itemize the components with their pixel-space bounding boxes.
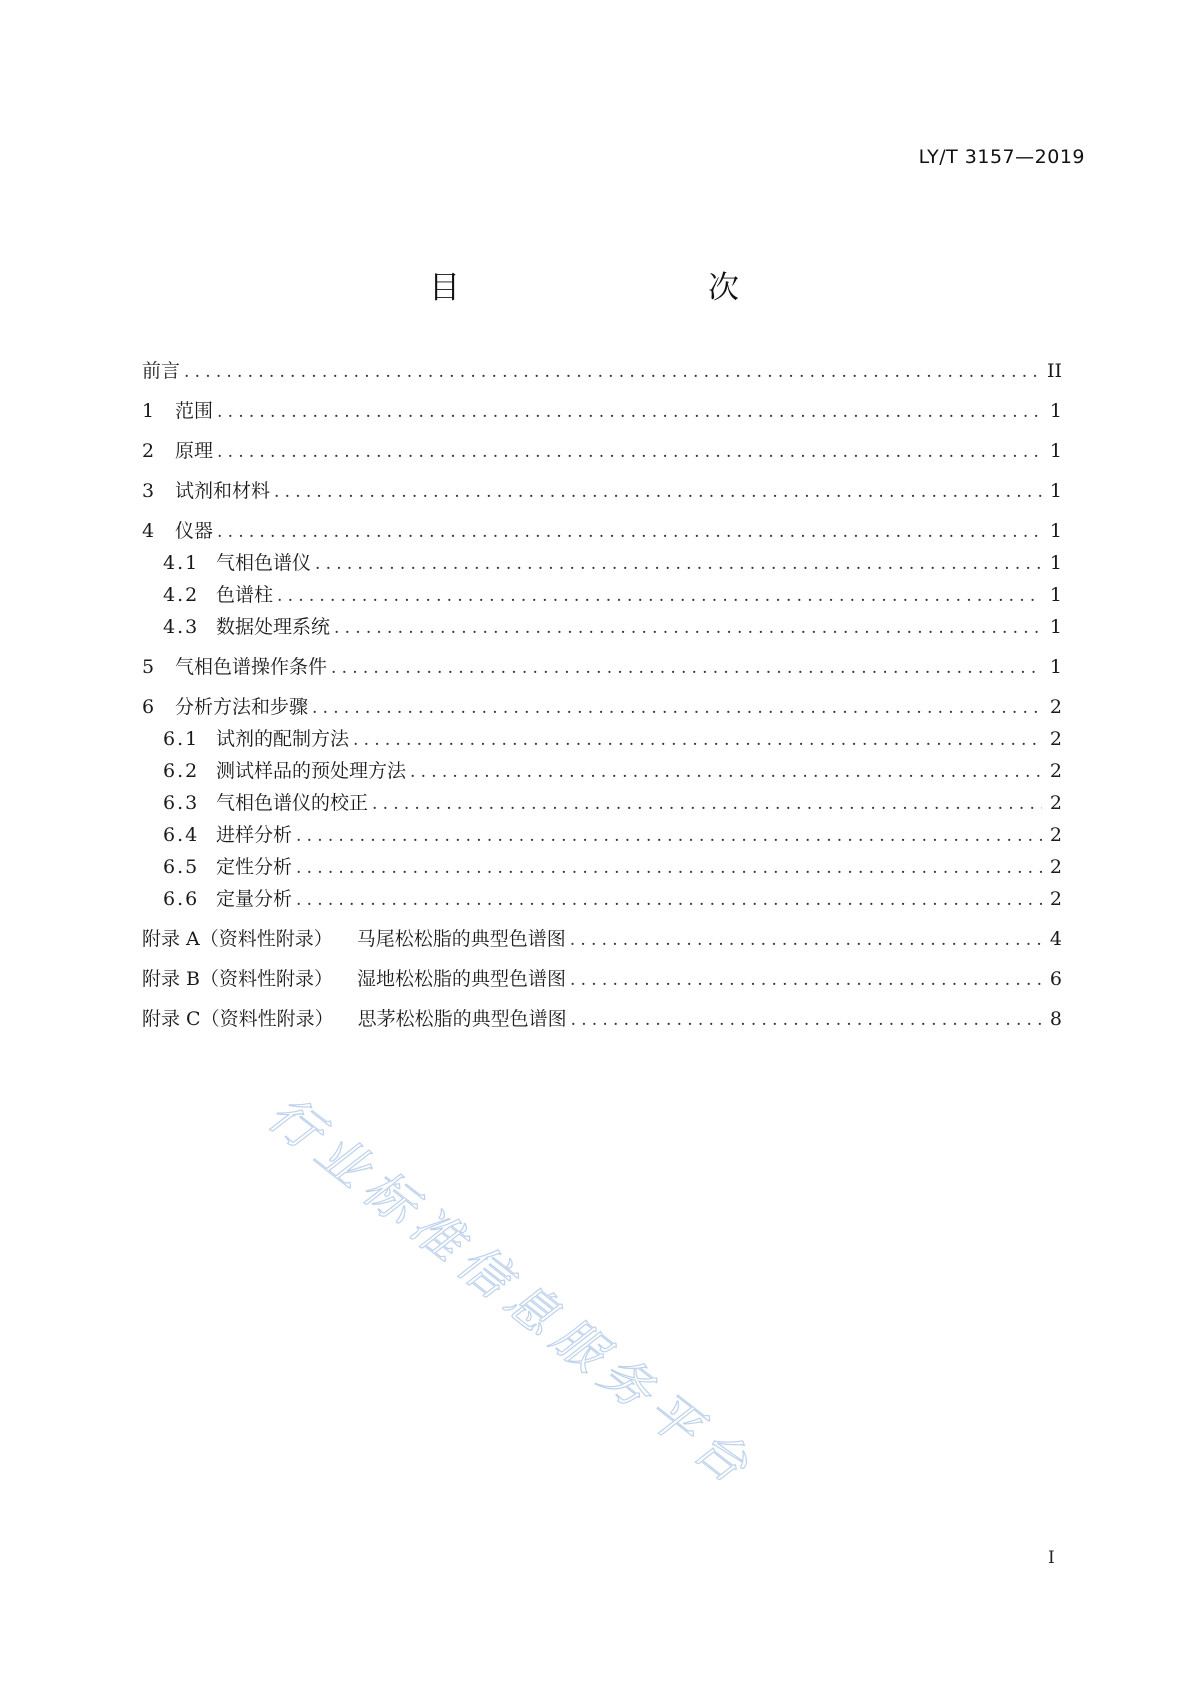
toc-leader-dots [372,790,1042,818]
toc-entry[interactable] [142,653,1062,682]
toc-entry[interactable] [142,397,1062,426]
toc-leader-dots [410,758,1042,786]
toc-entry[interactable] [142,437,1062,466]
toc-entry-title: 范围 [175,400,214,422]
toc-entry-number: 6.5 [163,856,200,878]
toc-entry-number: 3 [142,480,155,502]
toc-subentry[interactable] [142,549,1062,578]
toc-subentry[interactable] [142,757,1062,786]
toc-entry-number: 4 [142,520,155,542]
toc-entry[interactable] [142,1005,1062,1034]
toc-entry-number: 6 [142,696,155,718]
toc-subentry[interactable] [142,821,1062,850]
toc-leader-dots [331,654,1042,682]
page-number: I [1048,1548,1055,1568]
toc-entry-title: 气相色谱仪的校正 [216,792,369,814]
toc-appendix-label: 附录 B（资料性附录） [142,968,334,990]
toc-entry[interactable] [142,517,1062,546]
toc-appendix-label: 附录 C（资料性附录） [142,1008,334,1030]
toc-entry[interactable] [142,693,1062,722]
toc-leader-dots [570,926,1042,954]
toc-entry-title: 定性分析 [216,856,293,878]
toc-leader-dots [353,726,1042,754]
toc-page-number: 1 [1049,520,1062,542]
table-of-contents [142,357,1062,1034]
toc-leader-dots [277,582,1042,610]
toc-entry-title: 数据处理系统 [216,616,331,638]
toc-entry[interactable] [142,925,1062,954]
toc-page-number: 2 [1049,888,1062,910]
toc-leader-dots [217,438,1042,466]
toc-page-number: 1 [1049,480,1062,502]
toc-entry-title: 湿地松松脂的典型色谱图 [357,968,567,990]
toc-entry-title: 马尾松松脂的典型色谱图 [356,928,566,950]
toc-page-number: 2 [1049,856,1062,878]
toc-page-number: 2 [1049,760,1062,782]
page-title: 目 次 [429,270,801,306]
toc-entry-title: 色谱柱 [216,584,274,606]
toc-subentry[interactable] [142,885,1062,914]
toc-leader-dots [296,886,1042,914]
toc-entry-number: 1 [142,400,155,422]
toc-leader-dots [334,614,1042,642]
toc-entry[interactable] [142,965,1062,994]
toc-page-number: 1 [1049,440,1062,462]
toc-leader-dots [570,966,1042,994]
toc-leader-dots [274,478,1042,506]
toc-leader-dots [571,1006,1042,1034]
toc-entry-title: 气相色谱操作条件 [175,656,328,678]
toc-page-number: II [1046,360,1062,382]
toc-page-number: 4 [1049,928,1062,950]
toc-entry-number: 2 [142,440,155,462]
toc-page-number: 1 [1049,552,1062,574]
toc-subentry[interactable] [142,789,1062,818]
toc-entry-number: 5 [142,656,155,678]
watermark: 行业标准信息服务平台 [257,1084,767,1500]
toc-entry-number: 6.4 [163,824,200,846]
toc-entry-number: 6.6 [163,888,200,910]
toc-entry-title: 仪器 [175,520,214,542]
toc-leader-dots [315,550,1042,578]
toc-page-number: 1 [1049,616,1062,638]
toc-entry-number: 4.3 [163,616,200,638]
toc-entry[interactable] [142,357,1062,386]
toc-entry-number: 4.2 [163,584,200,606]
toc-entry-title: 测试样品的预处理方法 [216,760,407,782]
toc-entry-number: 6.1 [163,728,200,750]
toc-page-number: 2 [1049,792,1062,814]
toc-leader-dots [217,398,1042,426]
toc-page-number: 2 [1049,728,1062,750]
toc-page-number: 1 [1049,656,1062,678]
toc-entry-title: 气相色谱仪 [216,552,312,574]
toc-subentry[interactable] [142,581,1062,610]
toc-entry-number: 6.3 [163,792,200,814]
toc-page-number: 1 [1049,400,1062,422]
toc-entry-title: 试剂和材料 [175,480,271,502]
toc-entry-title: 思茅松松脂的典型色谱图 [357,1008,567,1030]
toc-entry[interactable] [142,477,1062,506]
toc-leader-dots [217,518,1042,546]
standard-code: LY/T 3157—2019 [918,146,1085,168]
toc-entry-title: 定量分析 [216,888,293,910]
toc-entry-title: 试剂的配制方法 [216,728,350,750]
toc-page-number: 2 [1049,824,1062,846]
toc-entry-number: 6.2 [163,760,200,782]
toc-leader-dots [296,854,1042,882]
toc-subentry[interactable] [142,613,1062,642]
toc-entry-title: 进样分析 [216,824,293,846]
toc-subentry[interactable] [142,725,1062,754]
toc-page-number: 6 [1049,968,1062,990]
toc-entry-title: 原理 [175,440,214,462]
toc-page-number: 1 [1049,584,1062,606]
toc-page-number: 2 [1049,696,1062,718]
toc-leader-dots [184,358,1041,386]
toc-appendix-label: 附录 A（资料性附录） [142,928,333,950]
toc-leader-dots [296,822,1042,850]
toc-page-number: 8 [1049,1008,1062,1030]
toc-entry-title: 分析方法和步骤 [175,696,309,718]
toc-subentry[interactable] [142,853,1062,882]
toc-leader-dots [312,694,1042,722]
toc-entry-number: 4.1 [163,552,200,574]
toc-entry-title: 前言 [142,360,181,382]
